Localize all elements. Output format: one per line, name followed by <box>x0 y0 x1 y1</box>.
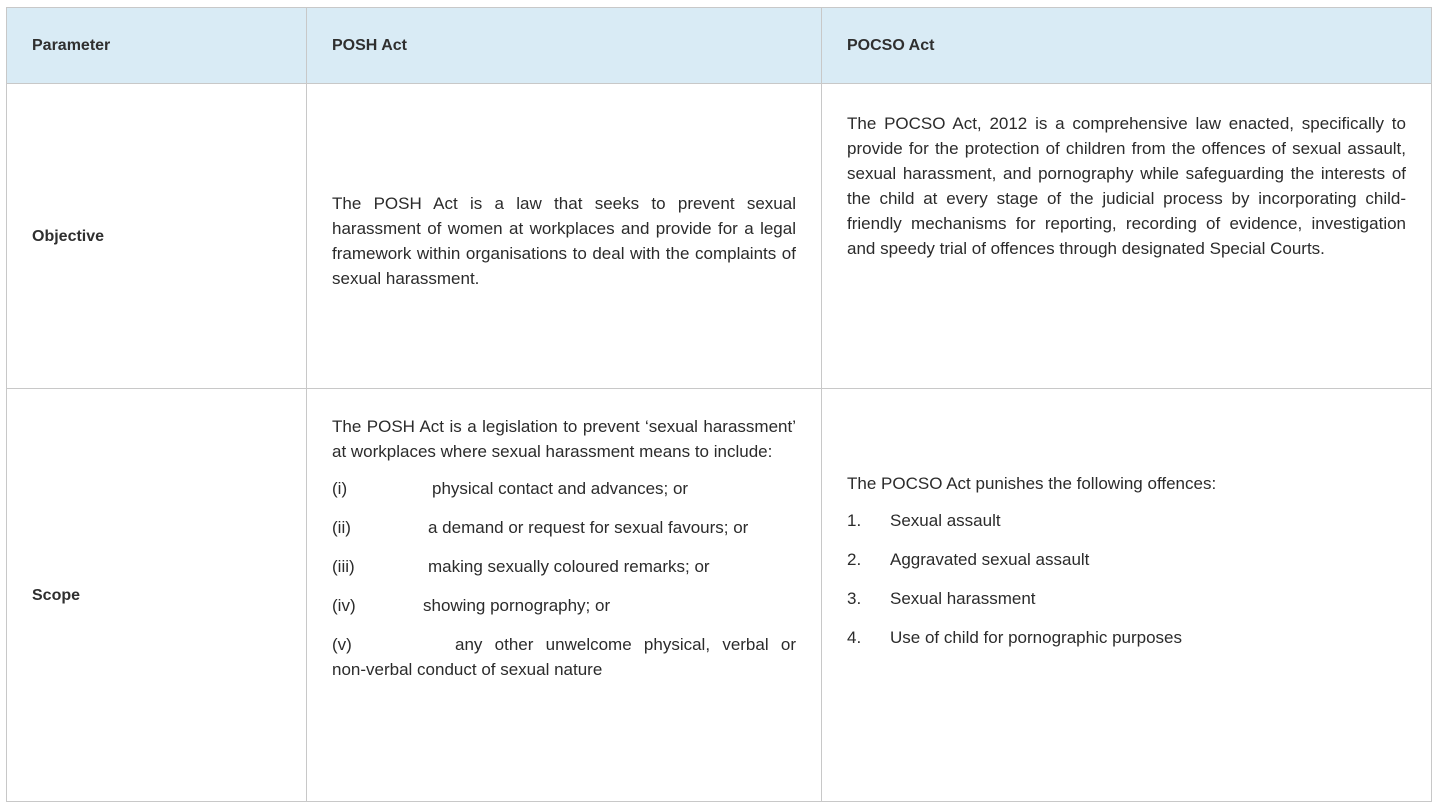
pocso-scope-intro: The POCSO Act punishes the following offences: <box>847 474 1217 493</box>
pocso-offence-number: 4. <box>847 628 862 647</box>
pocso-objective-cell <box>822 84 1432 389</box>
table-row-objective <box>7 84 1432 389</box>
posh-clause-number: (i) <box>332 479 348 498</box>
posh-clause-item <box>332 515 796 540</box>
pocso-offence-text: Use of child for pornographic purposes <box>890 628 1182 647</box>
pocso-offence-text: Sexual assault <box>890 511 1001 530</box>
posh-clause-number: (iii) <box>332 557 355 576</box>
posh-objective-cell <box>307 84 822 389</box>
posh-pocso-comparison-table <box>6 7 1432 802</box>
pocso-offence-item <box>847 547 1406 572</box>
pocso-offence-item <box>847 586 1406 611</box>
header-posh-act: POSH Act <box>307 8 822 84</box>
pocso-offence-number: 1. <box>847 511 862 530</box>
pocso-offence-number: 2. <box>847 550 862 569</box>
pocso-scope-cell <box>822 389 1432 802</box>
comparison-table-wrapper <box>6 7 1431 707</box>
posh-clause-item <box>332 476 796 501</box>
table-row-scope <box>7 389 1432 802</box>
posh-scope-cell <box>307 389 822 802</box>
scope-label: Scope <box>7 389 307 802</box>
objective-label: Objective <box>7 84 307 389</box>
pocso-offence-number: 3. <box>847 589 862 608</box>
posh-clause-item <box>332 593 796 618</box>
pocso-objective-text: The POCSO Act, 2012 is a comprehensive law enacted, specifically to provide for the protection of children from the offences of sexual assault, sexual harassment, and pornography while safeguarding the interests of the child at every stage of the judicial process by incorporating child-friendly mechanisms for reporting, recording of evidence, investigation and speedy trial of offences through designated Special Courts. <box>847 114 1406 258</box>
posh-clause-item <box>332 554 796 579</box>
posh-clause-text: making sexually coloured remarks; or <box>428 557 710 576</box>
posh-clause-item <box>332 632 796 682</box>
posh-clause-text: any other unwelcome physical, verbal or non-verbal conduct of sexual nature <box>332 635 796 679</box>
pocso-offence-item <box>847 508 1406 533</box>
posh-objective-text: The POSH Act is a law that seeks to prevent sexual harassment of women at workplaces and provide for a legal framework within organisations to deal with the complaints of sexual harassment. <box>332 194 796 288</box>
pocso-offence-item <box>847 625 1406 650</box>
pocso-offence-text: Sexual harassment <box>890 589 1036 608</box>
posh-clause-number: (v) <box>332 635 352 654</box>
pocso-offence-text: Aggravated sexual assault <box>890 550 1090 569</box>
posh-clause-number: (iv) <box>332 596 356 615</box>
table-header-row <box>7 8 1432 84</box>
posh-clause-text: physical contact and advances; or <box>432 479 689 498</box>
posh-clause-number: (ii) <box>332 518 351 537</box>
posh-clause-text: a demand or request for sexual favours; or <box>428 518 749 537</box>
posh-clause-text: showing pornography; or <box>423 596 611 615</box>
posh-scope-intro: The POSH Act is a legislation to prevent ‘sexual harassment’ at workplaces where sexual harassment means to include: <box>332 417 796 461</box>
header-pocso-act: POCSO Act <box>822 8 1432 84</box>
header-parameter: Parameter <box>7 8 307 84</box>
